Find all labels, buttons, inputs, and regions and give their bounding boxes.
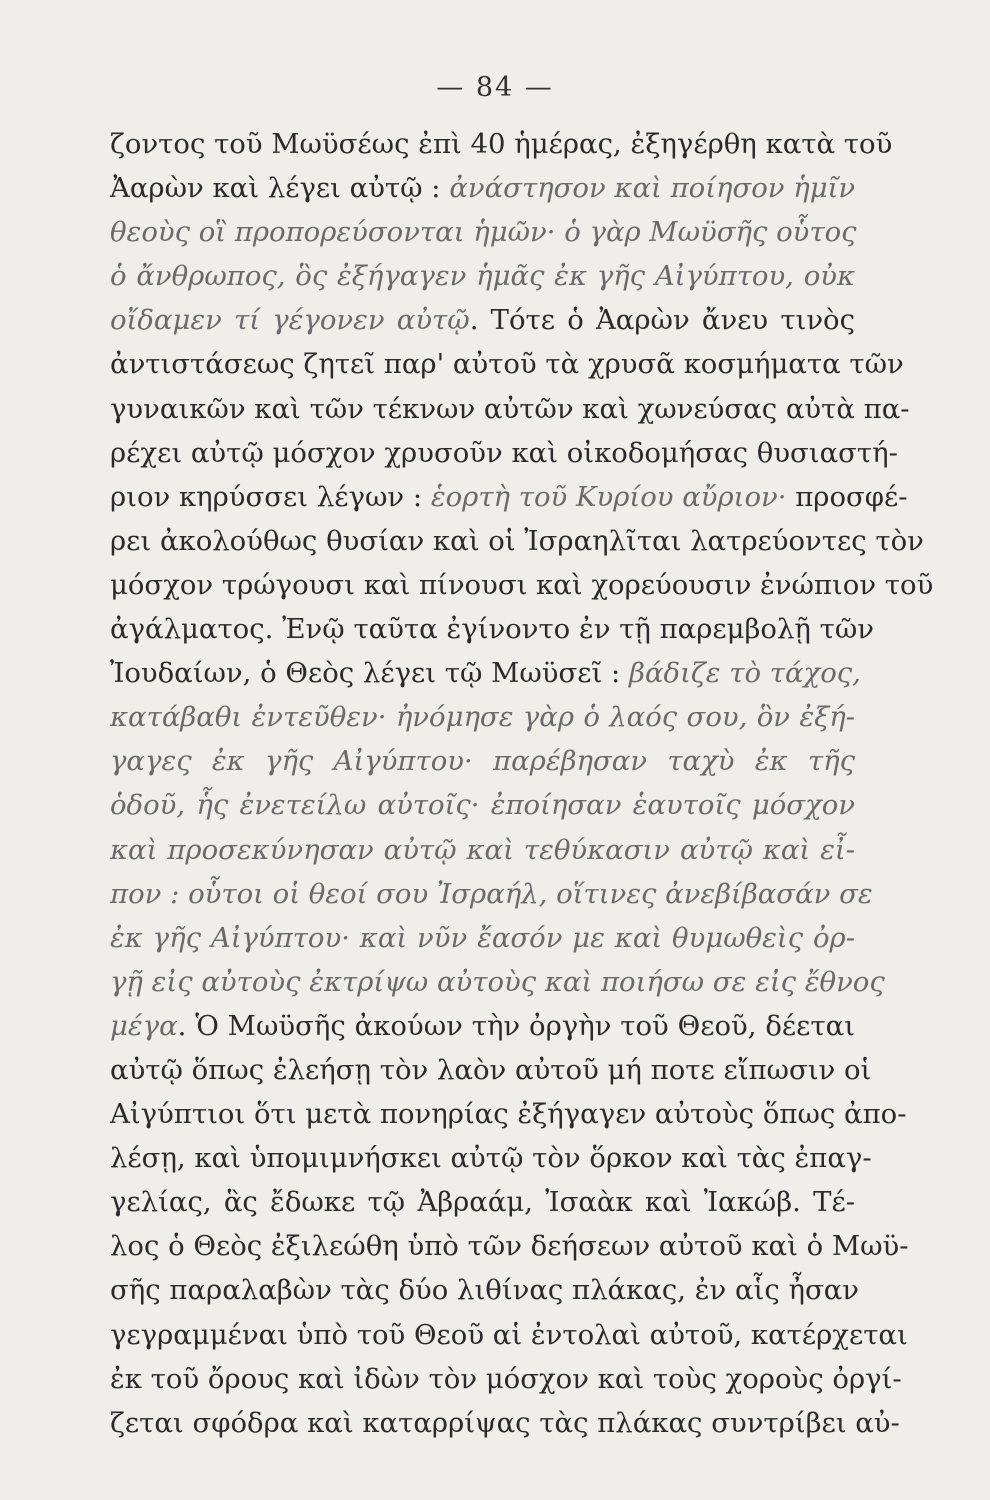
text-line [110, 519, 924, 563]
text-segment: ρέχει αὐτῷ μόσχον χρυσοῦν καὶ οἰκοδομήσας θυσιαστή- [110, 436, 898, 469]
text-segment: Ἰουδαίων, ὁ Θεὸς λέγει τῷ Μωϋσεῖ : [110, 657, 630, 690]
text-segment: ἀντιστάσεως ζητεῖ παρ' αὐτοῦ τὰ χρυσᾶ κοσμήματα τῶν [110, 348, 904, 381]
text-segment: λέσῃ, καὶ ὑπομιμνήσκει αὐτῷ τὸν ὅρκον καὶ τὰς ἐπαγ- [110, 1142, 872, 1175]
italic-quote-segment: γαγες ἐκ γῆς Αἰγύπτου· παρέβησαν ταχὺ ἐκ τῆς [110, 745, 855, 778]
text-segment: . Ὁ Μωϋσῆς ἀκούων τὴν ὀργὴν τοῦ Θεοῦ, δέεται [177, 1009, 855, 1042]
text-segment: . Τότε ὁ Ἀαρὼν ἄνευ τινὸς [469, 304, 855, 337]
text-line [110, 1048, 872, 1092]
italic-quote-segment: πον : οὗτοι οἱ θεοί σου Ἰσραήλ, οἵτινες ἀνεβίβασάν σε [110, 877, 873, 910]
text-segment: αὐτῷ ὅπως ἐλεήσῃ τὸν λαὸν αὐτοῦ μή ποτε εἴπωσιν οἱ [110, 1053, 872, 1086]
text-segment: Αἰγύπτιοι ὅτι μετὰ πονηρίας ἐξήγαγεν αὐτοὺς ὅπως ἀπο- [110, 1098, 907, 1131]
text-line [110, 1401, 900, 1445]
text-line [110, 916, 855, 960]
body-text [110, 122, 934, 1445]
text-line [110, 431, 898, 475]
text-line [110, 254, 855, 298]
text-segment: προσφέ- [786, 480, 908, 513]
text-segment: γυναικῶν καὶ τῶν τέκνων αὐτῶν καὶ χωνεύσας αὐτὰ πα- [110, 392, 910, 425]
text-line [110, 960, 885, 1004]
text-line [110, 1224, 909, 1268]
text-line [110, 783, 855, 827]
text-line [110, 1268, 859, 1312]
italic-quote-segment: θεοὺς οἳ προπορεύσονται ἡμῶν· ὁ γὰρ Μωϋσῆς οὗτος [110, 216, 857, 249]
text-line [110, 651, 861, 695]
text-line [110, 210, 855, 254]
italic-quote-segment: ἑορτὴ τοῦ Κυρίου αὔριον· [430, 480, 787, 513]
italic-quote-segment: ὁ ἄνθρωπος, ὃς ἐξήγαγεν ἡμᾶς ἐκ γῆς Αἰγύπτου, οὐκ [110, 260, 855, 293]
italic-quote-segment: κατάβαθι ἐντεῦθεν· ἠνόμησε γὰρ ὁ λαός σου, ὃν ἐξή- [110, 701, 855, 734]
italic-quote-segment: ὁδοῦ, ἧς ἐνετείλω αὐτοῖς· ἐποίησαν ἑαυτοῖς μόσχον [110, 789, 855, 822]
italic-quote-segment: καὶ προσεκύνησαν αὐτῷ καὶ τεθύκασιν αὐτῷ καὶ εἶ- [110, 833, 855, 866]
italic-quote-segment: βάδιζε τὸ τάχος, [629, 657, 861, 690]
text-line [110, 872, 873, 916]
text-line [110, 122, 893, 166]
text-line [110, 342, 904, 386]
italic-quote-segment: ἀνάστησον καὶ ποίησον ἡμῖν [449, 172, 856, 205]
text-line [110, 695, 855, 739]
italic-quote-segment: ἐκ γῆς Αἰγύπτου· καὶ νῦν ἔασόν με καὶ θυμωθεὶς ὀρ- [110, 921, 855, 954]
text-segment: Ἀαρὼν καὶ λέγει αὐτῷ : [110, 172, 450, 205]
text-segment: ἀγάλματος. Ἐνῷ ταῦτα ἐγίνοντο ἐν τῇ παρεμβολῇ τῶν [110, 613, 874, 646]
text-segment: γελίας, ἃς ἔδωκε τῷ Ἀβραάμ, Ἰσαὰκ καὶ Ἰακώβ. Τέ- [110, 1186, 855, 1219]
text-line [110, 1357, 902, 1401]
text-segment: λος ὁ Θεὸς ἐξιλεώθη ὑπὸ τῶν δεήσεων αὐτοῦ καὶ ὁ Μωϋ- [110, 1230, 909, 1263]
text-line [110, 1313, 908, 1357]
italic-quote-segment: γῇ εἰς αὐτοὺς ἐκτρίψω αὐτοὺς καὶ ποιήσω σε εἰς ἔθνος [110, 965, 885, 998]
text-line [110, 475, 908, 519]
text-line [110, 1092, 907, 1136]
text-line [110, 387, 910, 431]
italic-quote-segment: οἴδαμεν τί γέγονεν αὐτῷ [110, 304, 470, 337]
text-line [110, 563, 934, 607]
text-line [110, 298, 855, 342]
text-line [110, 1180, 855, 1224]
text-line [110, 828, 855, 872]
text-segment: ριον κηρύσσει λέγων : [110, 480, 431, 513]
text-segment: ρει ἀκολούθως θυσίαν καὶ οἱ Ἰσραηλῖται λατρεύοντες τὸν [110, 524, 924, 557]
text-segment: ζεται σφόδρα καὶ καταρρίψας τὰς πλάκας συντρίβει αὐ- [110, 1406, 900, 1439]
italic-quote-segment: μέγα [110, 1009, 178, 1042]
text-segment: ζοντος τοῦ Μωϋσέως ἐπὶ 40 ἡμέρας, ἐξηγέρθη κατὰ τοῦ [110, 128, 893, 160]
text-line [110, 1136, 872, 1180]
page-number: — 84 — [436, 72, 554, 103]
text-segment: γεγραμμέναι ὑπὸ τοῦ Θεοῦ αἱ ἐντολαὶ αὐτοῦ, κατέρχεται [110, 1318, 908, 1351]
text-line [110, 1004, 855, 1048]
text-segment: σῆς παραλαβὼν τὰς δύο λιθίνας πλάκας, ἐν αἷς ἦσαν [110, 1274, 859, 1307]
text-line [110, 739, 855, 783]
text-segment: μόσχον τρώγουσι καὶ πίνουσι καὶ χορεύουσιν ἐνώπιον τοῦ [110, 568, 934, 601]
text-segment: ἐκ τοῦ ὄρους καὶ ἰδὼν τὸν μόσχον καὶ τοὺς χοροὺς ὀργί- [110, 1362, 902, 1395]
text-line [110, 166, 855, 210]
text-line [110, 607, 874, 651]
